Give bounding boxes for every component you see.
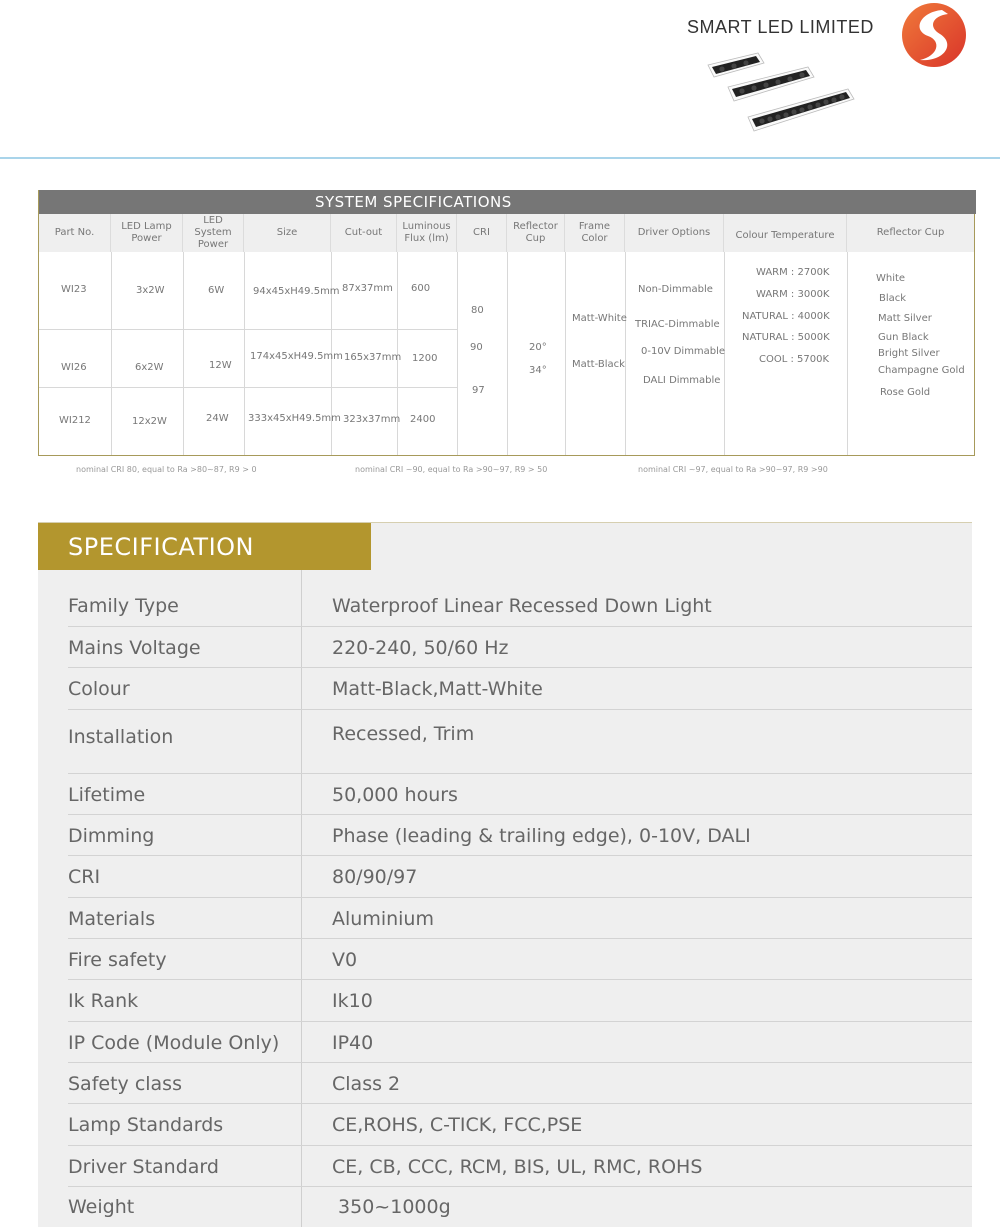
reflector-cup-option: Black — [879, 293, 907, 304]
reflector-cup-option: Bright Silver — [878, 348, 940, 359]
cri-value: 80 — [471, 305, 484, 316]
spec-row-dimming — [68, 815, 972, 856]
colour-temperature: WARM : 2700K — [756, 267, 830, 278]
header-divider — [0, 157, 1000, 159]
brand-name: SMART LED LIMITED — [687, 17, 874, 37]
cri-note: nominal CRI ~90, equal to Ra >90~97, R9 > 50 — [355, 465, 548, 474]
spec-row-lifetime — [68, 774, 972, 815]
col-header-reflector-cup: Reflector Cup — [876, 227, 945, 238]
cri-note: nominal CRI 80, equal to Ra >80~87, R9 > 0 — [76, 465, 257, 474]
spec-value: Aluminium — [332, 908, 434, 930]
spec-value: CE, CB, CCC, RCM, BIS, UL, RMC, ROHS — [332, 1156, 703, 1178]
spec-label: Materials — [68, 908, 156, 930]
spec-row-lamp-standards — [68, 1104, 972, 1146]
spec-label: Fire safety — [68, 949, 167, 971]
cell-part-no: WI23 — [61, 284, 87, 295]
cell-flux: 600 — [411, 283, 431, 294]
spec-value: 220-240, 50/60 Hz — [332, 637, 509, 659]
spec-row-cri — [68, 856, 972, 898]
reflector-cup-option: Champagne Gold — [878, 365, 965, 376]
cell-system-power: 24W — [206, 413, 229, 424]
col-header-cut-out: Cut-out — [331, 214, 397, 252]
driver-option: Non-Dimmable — [638, 284, 713, 295]
col-header-colour-temperature: Colour Temperature — [724, 214, 847, 252]
cri-note: nominal CRI ~97, equal to Ra >90~97, R9 >90 — [638, 465, 828, 474]
spec-row-ik-rank — [68, 980, 972, 1022]
col-header-driver-options: Driver Options — [625, 214, 724, 252]
colour-temperature: NATURAL : 5000K — [742, 332, 830, 343]
col-header-led-lamp-power: LED Lamp Power — [111, 214, 183, 252]
col-header-size: Size — [244, 214, 331, 252]
spec-row-driver-standard — [68, 1146, 972, 1187]
system-specifications-title — [39, 190, 976, 214]
frame-color: Matt-Black — [572, 359, 625, 370]
col-header-luminous-flux: Luminous Flux (lm) — [397, 214, 457, 252]
specification-title-text: SPECIFICATION — [68, 533, 254, 561]
spec-label: Lifetime — [68, 784, 146, 806]
specification-title — [38, 523, 371, 570]
table-title-text: SYSTEM SPECIFICATIONS — [315, 193, 512, 211]
spec-label: CRI — [68, 866, 101, 888]
cri-value: 97 — [472, 385, 485, 396]
spec-label: Lamp Standards — [68, 1114, 224, 1136]
grid-line — [507, 252, 508, 455]
spec-value: Phase (leading & trailing edge), 0-10V, DALI — [332, 825, 751, 847]
reflector-angle: 20° — [529, 342, 547, 353]
grid-line — [183, 252, 184, 455]
spec-row-colour — [68, 668, 972, 710]
col-header-frame-color: Frame Color — [565, 214, 625, 252]
spec-value: 50,000 hours — [332, 784, 458, 806]
spec-value: 350~1000g — [332, 1196, 451, 1218]
col-header-reflector-cup-angle: Reflector Cup — [507, 214, 565, 252]
spec-value: Ik10 — [332, 990, 373, 1012]
reflector-cup-option: Matt Silver — [878, 313, 932, 324]
driver-option: 0-10V Dimmable — [641, 346, 726, 357]
cell-system-power: 12W — [209, 360, 232, 371]
spec-row-weight — [68, 1187, 972, 1227]
spec-value: V0 — [332, 949, 358, 971]
company-logo-icon — [898, 2, 970, 68]
reflector-cup-option: Gun Black — [878, 332, 929, 343]
spec-row-materials — [68, 898, 972, 939]
spec-label: Colour — [68, 678, 130, 700]
cell-size: 333x45xH49.5mm — [248, 413, 341, 424]
spec-label: Dimming — [68, 825, 155, 847]
grid-line — [625, 252, 626, 455]
frame-color: Matt-White — [572, 313, 627, 324]
spec-row-ip-code — [68, 1022, 972, 1063]
spec-value: Waterproof Linear Recessed Down Light — [332, 595, 712, 617]
specification-panel — [38, 522, 972, 1227]
driver-option: TRIAC-Dimmable — [635, 319, 720, 330]
row-divider — [39, 329, 457, 330]
cell-flux: 1200 — [412, 353, 438, 364]
spec-label: IP Code (Module Only) — [68, 1032, 280, 1054]
spec-label: Driver Standard — [68, 1156, 219, 1178]
spec-value: Recessed, Trim — [332, 723, 475, 745]
spec-row-fire-safety — [68, 939, 972, 980]
spec-value: 80/90/97 — [332, 866, 418, 888]
cell-flux: 2400 — [410, 414, 436, 425]
spec-value: IP40 — [332, 1032, 374, 1054]
cell-cutout: 323x37mm — [343, 414, 401, 425]
spec-row-installation — [68, 710, 972, 774]
reflector-cup-option: Rose Gold — [880, 387, 931, 398]
cell-part-no: WI212 — [59, 415, 91, 426]
reflector-angle: 34° — [529, 365, 547, 376]
cell-lamp-power: 3x2W — [136, 285, 165, 296]
cell-size: 174x45xH49.5mm — [250, 351, 343, 362]
spec-label: Installation — [68, 726, 174, 748]
grid-line — [111, 252, 112, 455]
cell-lamp-power: 6x2W — [135, 362, 164, 373]
spec-label: Family Type — [68, 595, 179, 617]
cell-cutout: 165x37mm — [344, 352, 402, 363]
table-header-row — [39, 214, 974, 252]
spec-label: Weight — [68, 1196, 135, 1218]
spec-label: Ik Rank — [68, 990, 139, 1012]
grid-line — [244, 252, 245, 455]
product-image — [700, 45, 860, 145]
grid-line — [457, 252, 458, 455]
grid-line — [565, 252, 566, 455]
col-header-led-system-power: LED System Power — [183, 214, 244, 252]
reflector-cup-option: White — [876, 273, 906, 284]
spec-row-mains-voltage — [68, 627, 972, 668]
cell-cutout: 87x37mm — [342, 283, 393, 294]
spec-value: Matt-Black,Matt-White — [332, 678, 543, 700]
spec-value: Class 2 — [332, 1073, 401, 1095]
spec-row-family-type — [68, 570, 972, 627]
grid-line — [847, 252, 848, 455]
cri-value: 90 — [470, 342, 483, 353]
system-specifications-table — [38, 190, 975, 456]
driver-option: DALI Dimmable — [643, 375, 721, 386]
cell-part-no: WI26 — [61, 362, 87, 373]
col-header-part-no: Part No. — [39, 214, 111, 252]
spec-row-safety-class — [68, 1063, 972, 1104]
colour-temperature: COOL : 5700K — [759, 354, 830, 365]
cell-size: 94x45xH49.5mm — [253, 286, 340, 297]
colour-temperature: NATURAL : 4000K — [742, 311, 830, 322]
row-divider — [39, 387, 457, 388]
cell-system-power: 6W — [208, 285, 225, 296]
spec-label: Safety class — [68, 1073, 182, 1095]
col-header-cri: CRI — [457, 214, 507, 252]
colour-temperature: WARM : 3000K — [756, 289, 830, 300]
cell-lamp-power: 12x2W — [132, 416, 167, 427]
spec-value: CE,ROHS, C-TICK, FCC,PSE — [332, 1114, 583, 1136]
spec-label: Mains Voltage — [68, 637, 201, 659]
